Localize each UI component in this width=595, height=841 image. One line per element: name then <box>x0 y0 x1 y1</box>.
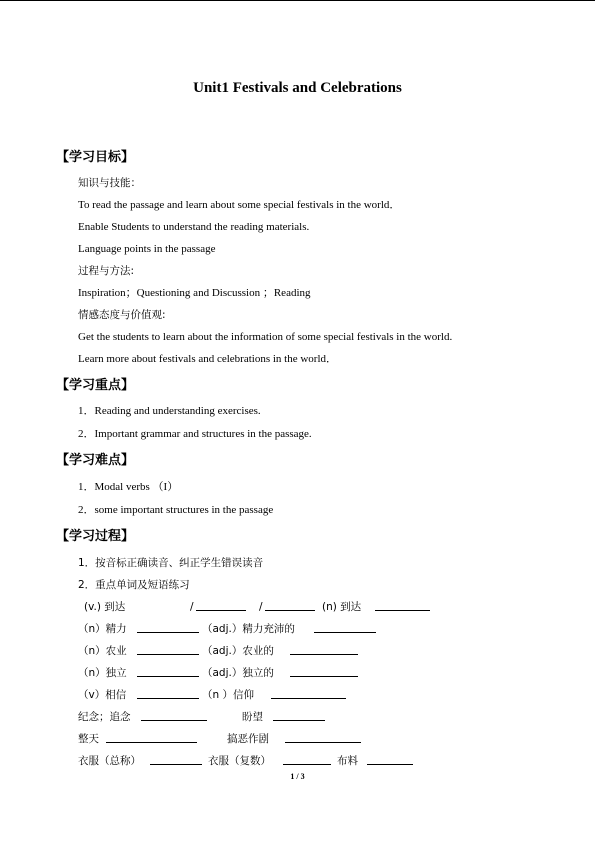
answer-blank[interactable] <box>150 754 202 765</box>
answer-blank[interactable] <box>314 622 376 633</box>
answer-blank[interactable] <box>271 688 346 699</box>
vocab-row <box>78 688 254 702</box>
answer-blank[interactable] <box>137 644 199 655</box>
key-point-item: 2．Important grammar and structures in the passage. <box>78 428 312 440</box>
vocab-prompt: (n) 到达 <box>322 601 362 613</box>
key-point-item: 1．Reading and understanding exercises. <box>78 405 261 417</box>
vocab-prompt: 衣服（复数） <box>208 755 271 767</box>
answer-blank[interactable] <box>265 600 315 611</box>
vocab-prompt: （n）独立 <box>78 667 127 679</box>
difficulty-item: 2．some important structures in the passage <box>78 504 274 516</box>
vocab-prompt: 盼望 <box>242 711 263 723</box>
knowledge-label: 知识与技能： <box>78 177 141 189</box>
difficulty-item: 1．Modal verbs （I） <box>78 481 179 493</box>
attitude-line: Get the students to learn about the information of some special festivals in the world. <box>78 331 453 343</box>
answer-blank[interactable] <box>137 622 199 633</box>
top-rule <box>0 0 595 1</box>
knowledge-line: Enable Students to understand the reading materials. <box>78 221 310 233</box>
knowledge-line: Language points in the passage <box>78 243 216 255</box>
vocab-prompt: 纪念；追念 <box>78 711 131 723</box>
answer-blank[interactable] <box>367 754 413 765</box>
vocab-prompt: （n）农业 <box>78 645 127 657</box>
process-method-label: 过程与方法: <box>78 265 135 277</box>
document-title: Unit1 Festivals and Celebrations <box>193 80 402 96</box>
answer-blank[interactable] <box>273 710 325 721</box>
vocab-row <box>84 600 362 614</box>
heading-key-points: 【学习重点】 <box>56 378 135 393</box>
vocab-prompt: （adj.）农业的 <box>202 645 274 657</box>
heading-learning-process: 【学习过程】 <box>56 529 135 544</box>
vocab-prompt: （adj.）独立的 <box>202 667 274 679</box>
process-item: 2．重点单词及短语练习 <box>78 579 190 591</box>
answer-blank[interactable] <box>137 666 199 677</box>
attitude-line: Learn more about festivals and celebrations in the world． <box>78 353 338 365</box>
answer-blank[interactable] <box>137 688 199 699</box>
vocab-prompt: （n）精力 <box>78 623 127 635</box>
answer-blank[interactable] <box>290 666 358 677</box>
page-number: 1 / 3 <box>290 772 305 781</box>
answer-blank[interactable] <box>285 732 361 743</box>
vocab-prompt: （v）相信 <box>78 689 127 701</box>
answer-blank[interactable] <box>375 600 430 611</box>
answer-blank[interactable] <box>196 600 246 611</box>
vocab-prompt: （n ）信仰 <box>202 689 254 701</box>
vocab-row <box>78 622 295 636</box>
vocab-separator: / <box>190 601 194 613</box>
vocab-prompt: （adj.）精力充沛的 <box>202 623 295 635</box>
answer-blank[interactable] <box>290 644 358 655</box>
vocab-separator: / <box>259 601 263 613</box>
vocab-prompt: (v.) 到达 <box>84 601 126 613</box>
vocab-row <box>78 666 274 680</box>
vocab-prompt: 衣服（总称） <box>78 755 141 767</box>
vocab-prompt: 搞恶作剧 <box>227 733 269 745</box>
answer-blank[interactable] <box>106 732 197 743</box>
attitude-label: 情感态度与价值观: <box>78 309 166 321</box>
vocab-prompt: 布料 <box>337 755 358 767</box>
heading-difficulties: 【学习难点】 <box>56 453 135 468</box>
vocab-row <box>78 710 263 724</box>
process-item: 1．按音标正确读音、纠正学生错误读音 <box>78 557 264 569</box>
heading-learning-goals: 【学习目标】 <box>56 150 135 165</box>
vocab-row <box>78 754 358 768</box>
knowledge-line: To read the passage and learn about some special festivals in the world． <box>78 199 401 211</box>
vocab-row <box>78 732 269 746</box>
answer-blank[interactable] <box>141 710 207 721</box>
process-method-line: Inspiration；Questioning and Discussion ；Reading <box>78 287 311 299</box>
vocab-row <box>78 644 274 658</box>
vocab-prompt: 整天 <box>78 733 99 745</box>
answer-blank[interactable] <box>283 754 331 765</box>
